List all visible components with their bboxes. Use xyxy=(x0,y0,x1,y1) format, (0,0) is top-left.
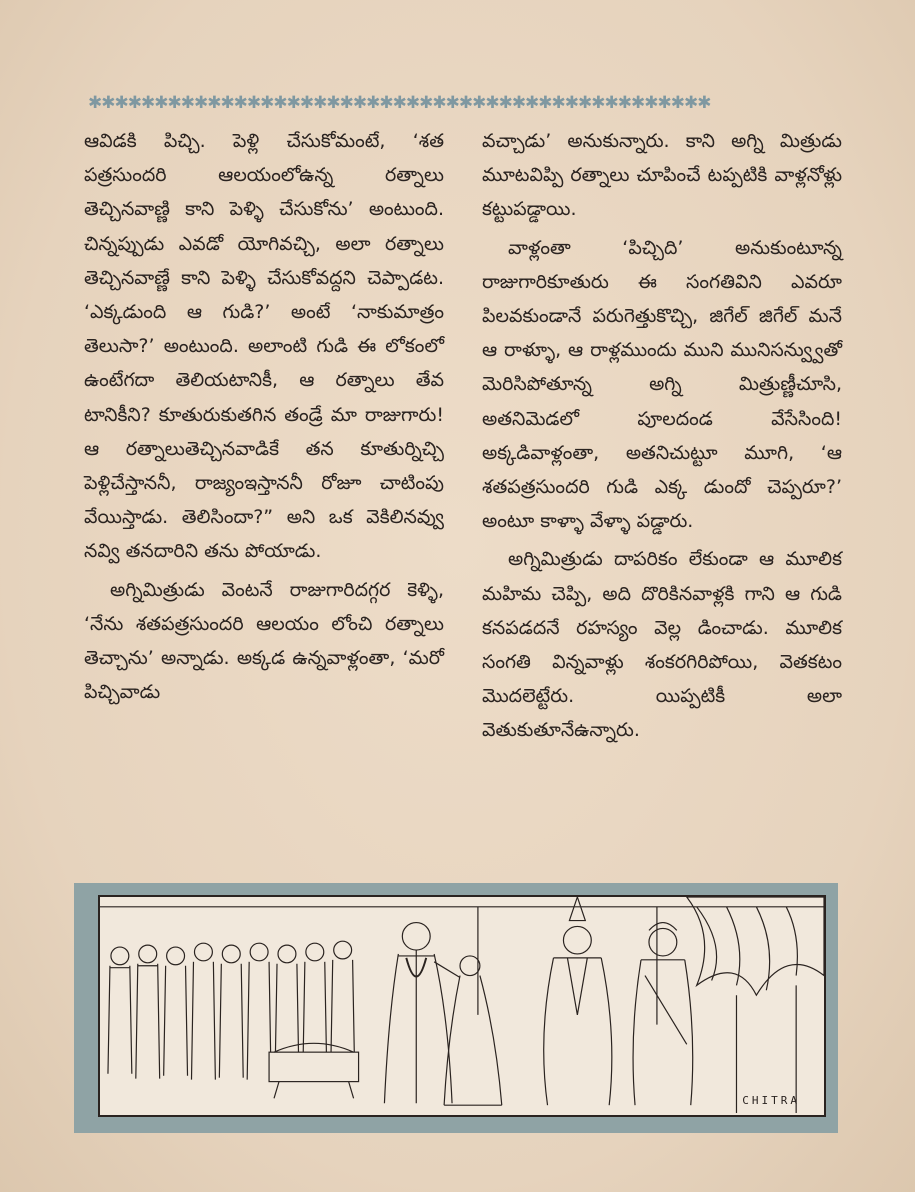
decorative-border: ✱✱✱✱✱✱✱✱✱✱✱✱✱✱✱✱✱✱✱✱✱✱✱✱✱✱✱✱✱✱✱✱✱✱✱✱✱✱✱✱✱✱✱✱✱✱✱ xyxy=(88,93,711,113)
court-scene-drawing xyxy=(100,897,824,1115)
right-text-column xyxy=(482,124,842,748)
right-paragraph-2: వాళ్లంతా ‘పిచ్చిది’ అనుకుంటూన్న రాజుగారికూతురు ఈ సంగతివిని ఎవరూ పిలవకుండానే పరుగెత్తుకొచ్చి, జిగేల్ జిగేల్ మనే ఆ రాళ్ళూ, ఆ రాళ్లముందు ముని మునిసన్వ్వుతో మెరిసిపోతూన్న అగ్ని మిత్రుణ్ణీచూసి, అతనిమెడలో పూలదండ వేసేసింది! అక్కడివాళ్లంతా, అతనిచుట్టూ మూగి, ‘ఆ శతపత్రసుందరి గుడి ఎక్క డుందో చెప్పరూ?’ అంటూ కాళ్ళా వేళ్ళా పడ్డారు. xyxy=(482,236,842,533)
artist-signature: CHITRA xyxy=(742,1094,800,1107)
court-scene-illustration xyxy=(98,895,826,1117)
right-paragraph-3: అగ్నిమిత్రుడు దాపరికం లేకుండా ఆ మూలిక మహిమ చెప్పి, అది దొరికినవాళ్లకి గాని ఆ గుడి కనపడదనే రహస్యం వెల్ల డించాడు. మూలిక సంగతి విన్నవాళ్లు శంకరగిరిపోయి, వెతకటం మొదలెట్టేరు. యిప్పటికీ అలా వెతుకుతూనేఉన్నారు. xyxy=(482,548,842,742)
illustration-frame xyxy=(74,883,838,1133)
left-text-column xyxy=(84,124,444,709)
left-paragraph-1: ఆవిడకి పిచ్చి. పెళ్లి చేసుకోమంటే, ‘శత పత్రసుందరి ఆలయంలోఉన్న రత్నాలు తెచ్చినవాణ్ణి కాని పెళ్ళి చేసుకోను’ అంటుంది. చిన్నప్పుడు ఎవడో యోగివచ్చి, అలా రత్నాలు తెచ్చినవాణ్ణే కాని పెళ్ళి చేసుకోవద్దని చెప్పాడట. ‘ఎక్కడుంది ఆ గుడి?’ అంటే ‘నాకుమాత్రం తెలుసా?’ అంటుంది. అలాంటి గుడి ఈ లోకంలో ఉంటేగదా తెలియటానికీ, ఆ రత్నాలు తేవ టానికీని? కూతురుకుతగిన తండ్రే మా రాజుగారు! ఆ రత్నాలుతెచ్చినవాడికే తన కూతుర్నిచ్చి పెళ్లిచేస్తాననీ, రాజ్యంఇస్తాననీ రోజూ చాటింపు వేయిస్తాడు. తెలిసిందా?” అని ఒక వెకిలినవ్వు నవ్వి తనదారిని తను పోయాడు. xyxy=(84,130,444,563)
left-paragraph-2: అగ్నిమిత్రుడు వెంటనే రాజుగారిదగ్గర కెళ్ళి, ‘నేను శతపత్రసుందరి ఆలయం లోంచి రత్నాలు తెచ్చాను’ అన్నాడు. అక్కడ ఉన్నవాళ్లంతా, ‘మరో పిచ్చివాడు xyxy=(84,578,444,704)
right-paragraph-1: వచ్చాడు’ అనుకున్నారు. కాని అగ్ని మిత్రుడు మూటవిప్పి రత్నాలు చూపించే టప్పటికి వాళ్లనోళ్లు కట్టుపడ్డాయి. xyxy=(482,130,842,221)
